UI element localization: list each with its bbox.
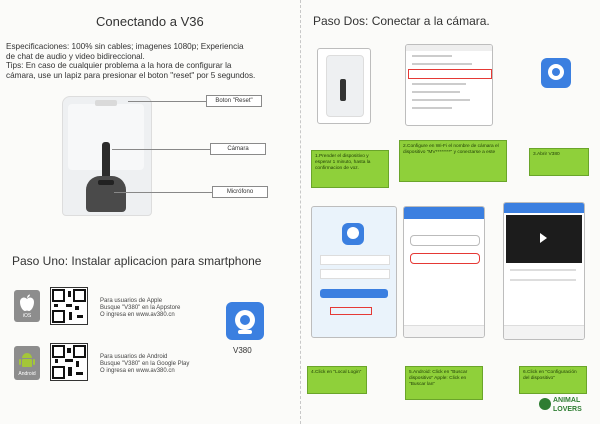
step-1-box: 1.Prender el dispositivo y esperar 1 minuto, hasta la confirmacion de voz. — [311, 150, 389, 188]
step-6-box: 6.Click en "Configuración del dispositivo" — [519, 366, 587, 394]
animal-lovers-logo: ANIMAL LOVERS — [539, 396, 595, 418]
search-device-screen — [403, 206, 485, 338]
v380-app-icon[interactable] — [226, 302, 264, 340]
android-icon: Android — [14, 346, 40, 380]
v380-app-icon-step3 — [541, 58, 571, 88]
page-title-left: Conectando a V36 — [96, 14, 204, 29]
callout-reset-button: Boton "Reset" — [206, 95, 262, 107]
right-page — [300, 0, 600, 424]
step-3-box: 3.Abrir V380 — [529, 148, 589, 176]
ios-qr-code[interactable] — [50, 287, 88, 325]
pet-feeder-image — [62, 96, 150, 224]
android-qr-code[interactable] — [50, 343, 88, 381]
step-4-box: 4.Click en "Local Login" — [307, 366, 367, 394]
video-settings-screen — [503, 202, 585, 340]
step-2-box: 2.Configure en Wi-Fi el nombre de cámara el dispositivo "MV********" y conectarse a este — [399, 140, 507, 182]
step-5-box: 5.Android: Click en "Buscar dispositivo" Apple: Click en "Buscar lan" — [405, 366, 483, 400]
callout-camera: Cámara — [210, 143, 266, 155]
ios-download-text: Para usuarios de Apple Busque "V380" en la Appstore O ingresa en www.av380.cn — [100, 298, 181, 319]
callout-microphone: Micrófono — [212, 186, 268, 198]
android-download-text: Para usuarios de Android Busque "V380" en la Google Play O ingresa en www.av380.cn — [100, 354, 190, 375]
apple-icon: iOS — [14, 290, 40, 322]
step-one-title: Paso Uno: Instalar aplicacion para smartphone — [12, 254, 262, 268]
wifi-settings-screen — [405, 44, 493, 126]
specs-text: Especificaciones: 100% sin cables; imagenes 1080p; Experiencia de chat de audio y video bidireccional. Tips: En caso de cualquier problema a la hora de configurar la cámara, use un lapiz para presionar el boton "reset" por 5 segundos. — [6, 42, 256, 80]
step-two-title: Paso Dos: Conectar a la cámara. — [313, 14, 490, 28]
login-screen — [311, 206, 397, 338]
device-photo — [317, 48, 371, 124]
v380-app-label: V380 — [233, 346, 252, 355]
